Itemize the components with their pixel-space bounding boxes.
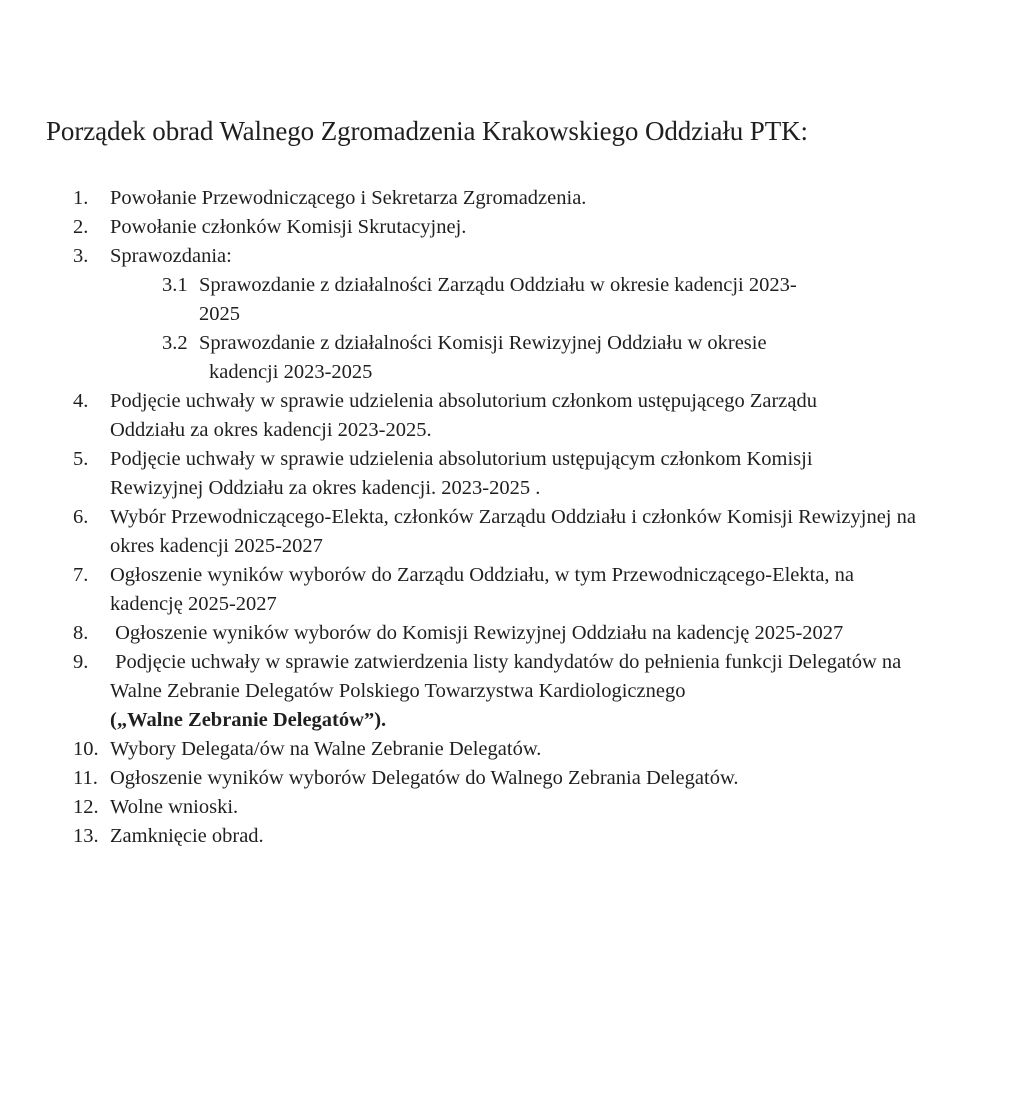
item-text: Podjęcie uchwały w sprawie zatwierdzenia listy kandydatów do pełnienia funkcji Delegatów na Walne Zebranie Delegatów Polskiego Towarzystwa Kardiologicznego <box>110 651 907 702</box>
agenda-item-3 <box>0 242 940 271</box>
agenda-subitem-3-1 <box>0 271 919 329</box>
agenda-item-10 <box>0 735 940 764</box>
item-bold-text: („Walne Zebranie Delegatów”). <box>110 709 387 731</box>
item-text: Powołanie Przewodniczącego i Sekretarza Zgromadzenia. <box>110 187 587 209</box>
agenda-item-8 <box>0 619 940 648</box>
item-number: 9. <box>73 651 89 673</box>
agenda-subitem-3-2 <box>0 329 919 387</box>
item-number: 8. <box>73 622 89 644</box>
item-text: Podjęcie uchwały w sprawie udzielenia absolutorium ustępującym członkom Komisji Rewizyjnej Oddziału za okres kadencji. 2023-2025 . <box>110 448 813 499</box>
item-number: 7. <box>73 564 89 586</box>
item-text: Podjęcie uchwały w sprawie udzielenia absolutorium członkom ustępującego Zarządu Oddziału za okres kadencji 2023-2025. <box>110 390 818 441</box>
subitem-text-line1: Sprawozdanie z działalności Komisji Rewizyjnej Oddziału w okresie <box>199 332 767 354</box>
item-number: 12. <box>73 796 99 818</box>
agenda-item-13 <box>0 822 940 851</box>
agenda-item-4 <box>0 387 940 445</box>
agenda-item-2 <box>0 213 940 242</box>
item-text: Ogłoszenie wyników wyborów do Komisji Rewizyjnej Oddziału na kadencję 2025-2027 <box>110 622 844 644</box>
item-number: 2. <box>73 216 89 238</box>
item-number: 1. <box>73 187 89 209</box>
agenda-title: Porządek obrad Walnego Zgromadzenia Krakowskiego Oddziału PTK: <box>46 116 808 146</box>
item-number: 11. <box>73 767 98 789</box>
agenda-item-6 <box>0 503 940 561</box>
subitem-text-line2: kadencji 2023-2025 <box>209 361 373 383</box>
subitem-number: 3.1 <box>162 274 188 296</box>
agenda-item-7 <box>0 561 940 619</box>
item-text: Sprawozdania: <box>110 245 232 267</box>
item-text: Wybory Delegata/ów na Walne Zebranie Delegatów. <box>110 738 542 760</box>
item-text: Wolne wnioski. <box>110 796 239 818</box>
item-text: Powołanie członków Komisji Skrutacyjnej. <box>110 216 467 238</box>
agenda-item-11 <box>0 764 940 793</box>
agenda-item-5 <box>0 445 940 503</box>
item-number: 4. <box>73 390 89 412</box>
subitem-number: 3.2 <box>162 332 188 354</box>
subitem-text-line2: 2025 <box>199 303 240 325</box>
item-text: Ogłoszenie wyników wyborów do Zarządu Oddziału, w tym Przewodniczącego-Elekta, na kadencję 2025-2027 <box>110 564 855 615</box>
item-number: 3. <box>73 245 89 267</box>
item-number: 5. <box>73 448 89 470</box>
subitem-text-line1: Sprawozdanie z działalności Zarządu Oddziału w okresie kadencji 2023- <box>199 274 797 296</box>
agenda-item-1 <box>0 184 940 213</box>
item-text: Ogłoszenie wyników wyborów Delegatów do Walnego Zebrania Delegatów. <box>110 767 739 789</box>
item-text: Wybór Przewodniczącego-Elekta, członków Zarządu Oddziału i członków Komisji Rewizyjnej na okres kadencji 2025-2027 <box>110 506 916 557</box>
agenda-item-9 <box>0 648 940 735</box>
agenda-item-12 <box>0 793 940 822</box>
agenda-list <box>0 184 1033 851</box>
item-number: 10. <box>73 738 99 760</box>
item-number: 6. <box>73 506 89 528</box>
item-number: 13. <box>73 825 99 847</box>
item-text: Zamknięcie obrad. <box>110 825 264 847</box>
